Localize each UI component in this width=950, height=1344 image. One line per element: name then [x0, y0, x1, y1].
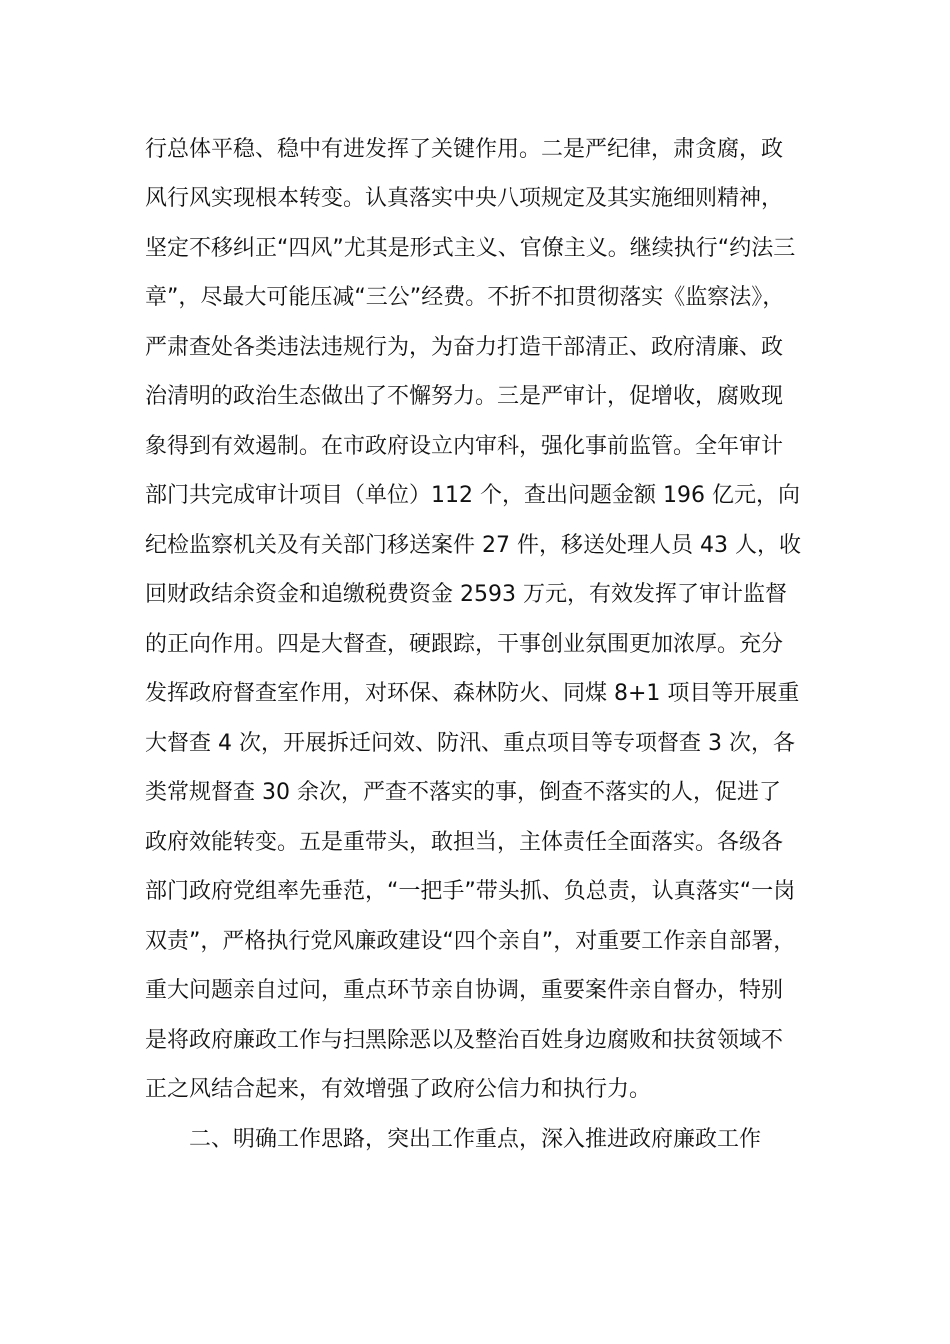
body-line: 象得到有效遏制。在市政府设立内审科，强化事前监管。全年审计 [145, 434, 784, 459]
body-line: 部门政府党组率先垂范，“一把手”带头抓、负总责，认真落实“一岗 [145, 879, 796, 904]
body-line: 部门共完成审计项目（单位）112 个，查出问题金额 196 亿元，向 [145, 483, 800, 508]
body-line: 风行风实现根本转变。认真落实中央八项规定及其实施细则精神， [145, 186, 784, 211]
body-line: 的正向作用。四是大督查，硬跟踪，干事创业氛围更加浓厚。充分 [145, 632, 784, 657]
body-line: 类常规督查 30 余次，严查不落实的事，倒查不落实的人，促进了 [145, 780, 781, 805]
body-line: 严肃查处各类违法违规行为，为奋力打造干部清正、政府清廉、政 [145, 335, 784, 360]
body-line: 行总体平稳、稳中有进发挥了关键作用。二是严纪律，肃贪腐，政 [145, 137, 784, 162]
body-line: 大督查 4 次，开展拆迁问效、防汛、重点项目等专项督查 3 次，各 [145, 731, 795, 756]
body-line: 治清明的政治生态做出了不懈努力。三是严审计，促增收，腐败现 [145, 384, 784, 409]
body-line: 重大问题亲自过问，重点环节亲自协调，重要案件亲自督办，特别 [145, 978, 784, 1003]
body-line: 回财政结余资金和追缴税费资金 2593 万元，有效发挥了审计监督 [145, 582, 787, 607]
body-line: 纪检监察机关及有关部门移送案件 27 件，移送处理人员 43 人，收 [145, 533, 801, 558]
body-line: 双责”，严格执行党风廉政建设“四个亲自”，对重要工作亲自部署， [145, 929, 796, 954]
body-line: 是将政府廉政工作与扫黑除恶以及整治百姓身边腐败和扶贫领域不 [145, 1028, 784, 1053]
body-line: 政府效能转变。五是重带头，敢担当，主体责任全面落实。各级各 [145, 830, 784, 855]
body-line: 发挥政府督查室作用，对环保、森林防火、同煤 8+1 项目等开展重 [145, 681, 800, 706]
body-line: 正之风结合起来，有效增强了政府公信力和执行力。 [145, 1077, 652, 1102]
body-line: 章”，尽最大可能压减“三公”经费。不折不扣贯彻落实《监察法》， [145, 285, 785, 310]
section-heading: 二、明确工作思路，突出工作重点，深入推进政府廉政工作 [189, 1127, 762, 1152]
body-line: 坚定不移纠正“四风”尤其是形式主义、官僚主义。继续执行“约法三 [145, 236, 796, 261]
